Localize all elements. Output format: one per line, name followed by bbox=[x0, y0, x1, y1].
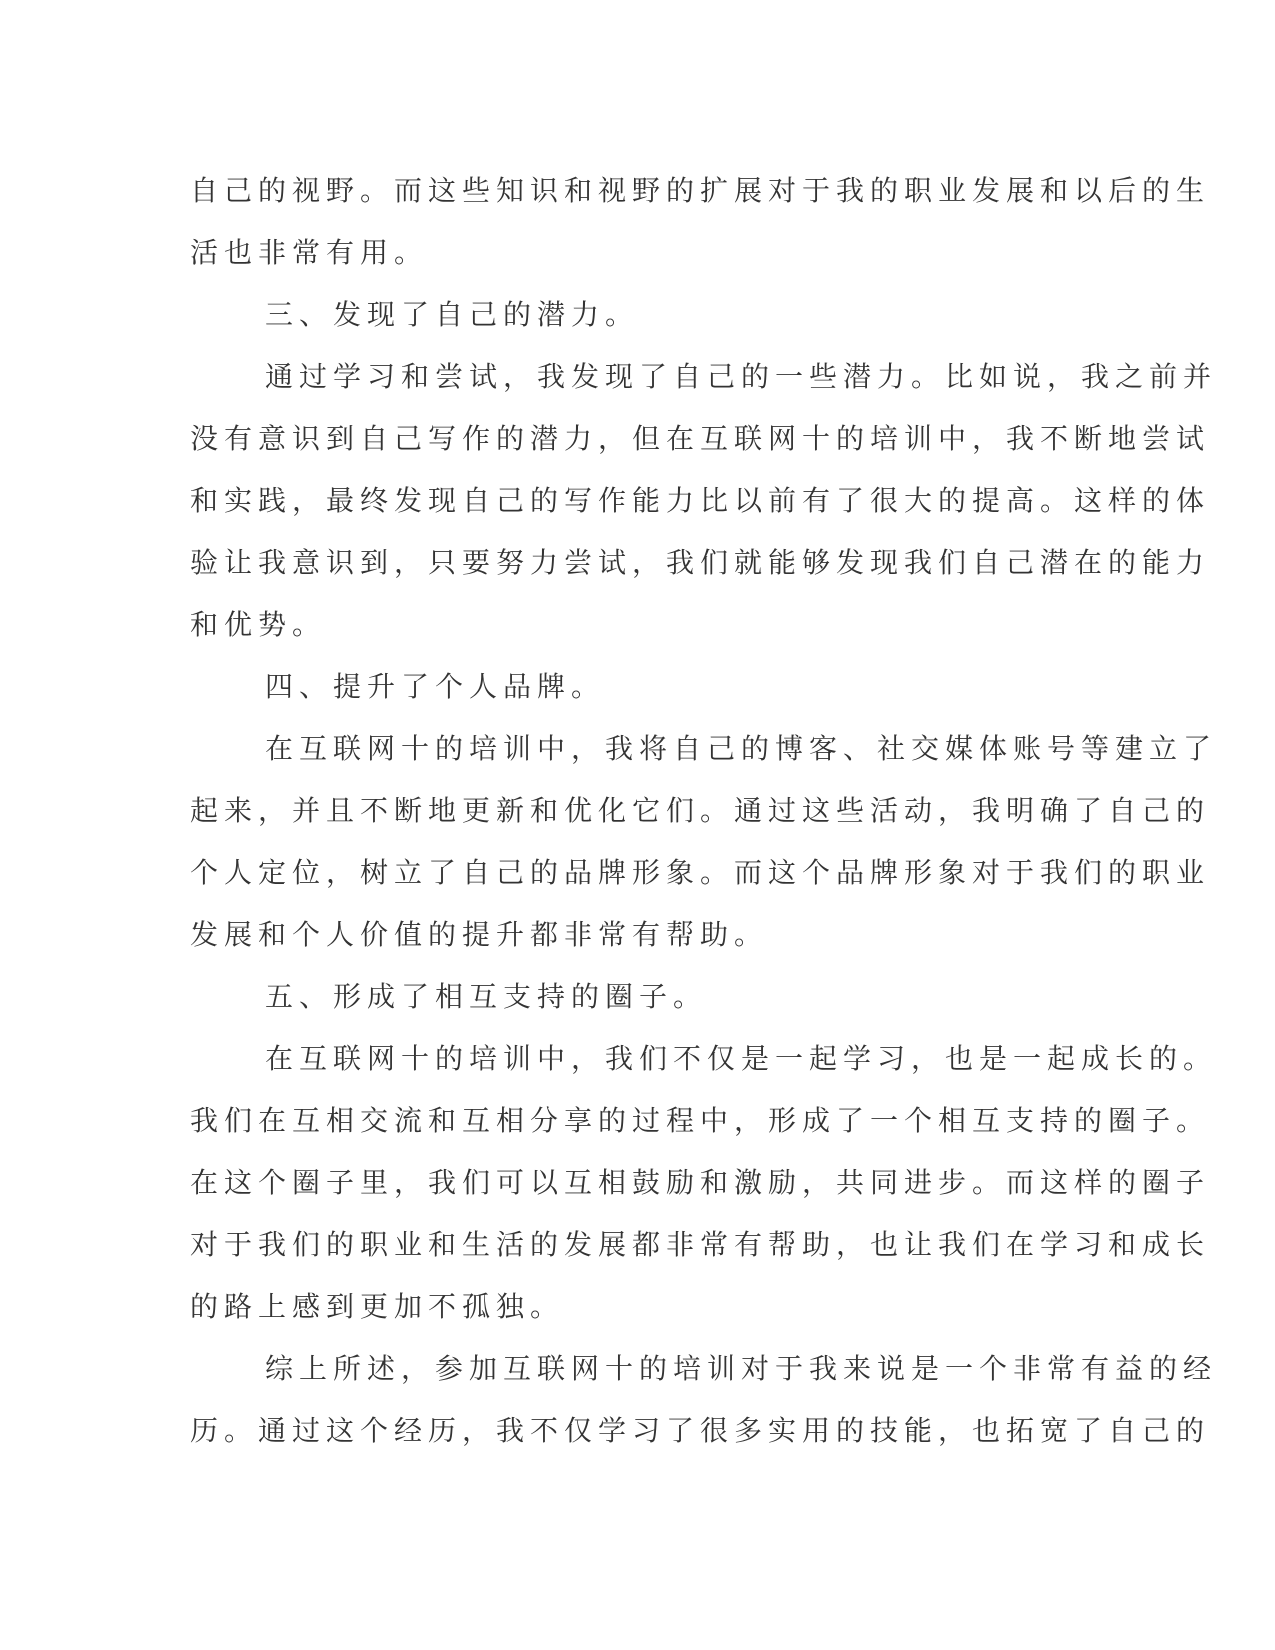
section-heading: 五、形成了相互支持的圈子。 bbox=[265, 980, 708, 1013]
text-line: 验让我意识到，只要努力尝试，我们就能够发现我们自己潜在的能力 bbox=[190, 546, 1211, 579]
text-line: 在这个圈子里，我们可以互相鼓励和激励，共同进步。而这样的圈子 bbox=[190, 1166, 1211, 1199]
text-line: 历。通过这个经历，我不仅学习了很多实用的技能，也拓宽了自己的 bbox=[190, 1414, 1211, 1447]
text-line: 自己的视野。而这些知识和视野的扩展对于我的职业发展和以后的生 bbox=[190, 174, 1211, 207]
text-line: 对于我们的职业和生活的发展都非常有帮助，也让我们在学习和成长 bbox=[190, 1228, 1211, 1261]
text-line: 活也非常有用。 bbox=[190, 236, 429, 269]
text-line: 的路上感到更加不孤独。 bbox=[190, 1290, 565, 1323]
section-heading: 四、提升了个人品牌。 bbox=[265, 670, 606, 703]
text-line: 综上所述，参加互联网十的培训对于我来说是一个非常有益的经 bbox=[265, 1352, 1218, 1385]
text-line: 发展和个人价值的提升都非常有帮助。 bbox=[190, 918, 769, 951]
text-line: 没有意识到自己写作的潜力，但在互联网十的培训中，我不断地尝试 bbox=[190, 422, 1211, 455]
text-line: 和优势。 bbox=[190, 608, 327, 641]
text-line: 我们在互相交流和互相分享的过程中，形成了一个相互支持的圈子。 bbox=[190, 1104, 1211, 1137]
text-line: 在互联网十的培训中，我将自己的博客、社交媒体账号等建立了 bbox=[265, 732, 1218, 765]
body-text bbox=[190, 160, 1218, 1462]
text-line: 起来，并且不断地更新和优化它们。通过这些活动，我明确了自己的 bbox=[190, 794, 1211, 827]
text-line: 在互联网十的培训中，我们不仅是一起学习，也是一起成长的。 bbox=[265, 1042, 1218, 1075]
text-line: 个人定位，树立了自己的品牌形象。而这个品牌形象对于我们的职业 bbox=[190, 856, 1211, 889]
section-heading: 三、发现了自己的潜力。 bbox=[265, 298, 640, 331]
text-line: 和实践，最终发现自己的写作能力比以前有了很大的提高。这样的体 bbox=[190, 484, 1211, 517]
text-line: 通过学习和尝试，我发现了自己的一些潜力。比如说，我之前并 bbox=[265, 360, 1218, 393]
